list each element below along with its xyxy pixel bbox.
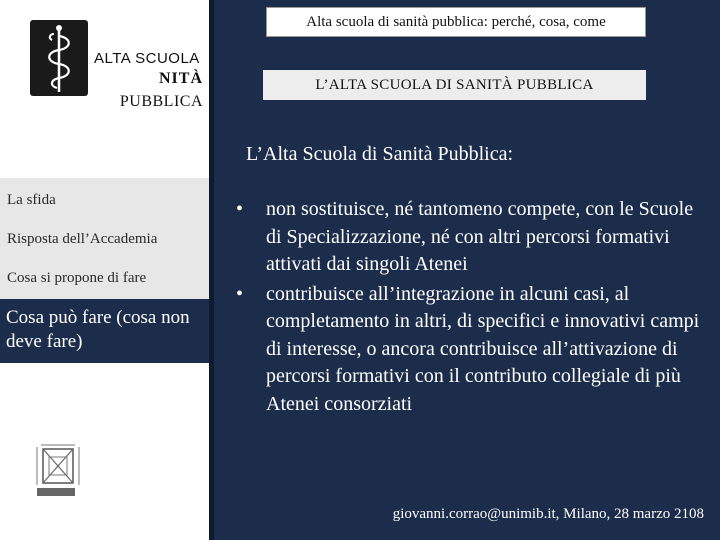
list-item-text: contribuisce all’integrazione in alcuni casi, al completamento in altri, di specifici e innovativi campi di interesse, o ancora contribuisce all’attivazione di percorsi formativi con il contributo collegiale di più Atenei consorziati (266, 282, 700, 415)
university-seal-icon (35, 443, 85, 499)
list-item (236, 196, 706, 279)
nav-item-la-sfida[interactable]: La sfida (7, 192, 56, 208)
bullet-list (236, 196, 706, 420)
subtitle: L’Alta Scuola di Sanità Pubblica: (246, 143, 514, 165)
bullet-icon: • (236, 282, 244, 305)
brand-line-1: ALTA SCUOLA (94, 50, 200, 67)
divider (209, 0, 214, 540)
nav-item-risposta[interactable]: Risposta dell’Accademia (7, 231, 158, 247)
section-title: L’ALTA SCUOLA DI SANITÀ PUBBLICA (263, 70, 646, 100)
brand-line-3: PUBBLICA (119, 93, 203, 110)
list-item-text: non sostituisce, né tantomeno compete, con le Scuole di Specializzazione, né con altri percorsi formativi attivati dai singoli Atenei (266, 198, 694, 275)
nav-item-active[interactable] (0, 299, 216, 363)
brand-line-2: NITÀ (158, 70, 203, 87)
caduceus-icon (30, 20, 88, 96)
bullet-icon: • (236, 198, 244, 220)
footer: giovanni.corrao@unimib.it, Milano, 28 marzo 2108 (392, 506, 704, 522)
list-item (236, 281, 706, 419)
nav-item-active-label: Cosa può fare (cosa non deve fare) (6, 307, 190, 352)
nav-item-cosa-si-propone[interactable]: Cosa si propone di fare (7, 270, 147, 286)
page-title: Alta scuola di sanità pubblica: perché, cosa, come (266, 7, 646, 37)
